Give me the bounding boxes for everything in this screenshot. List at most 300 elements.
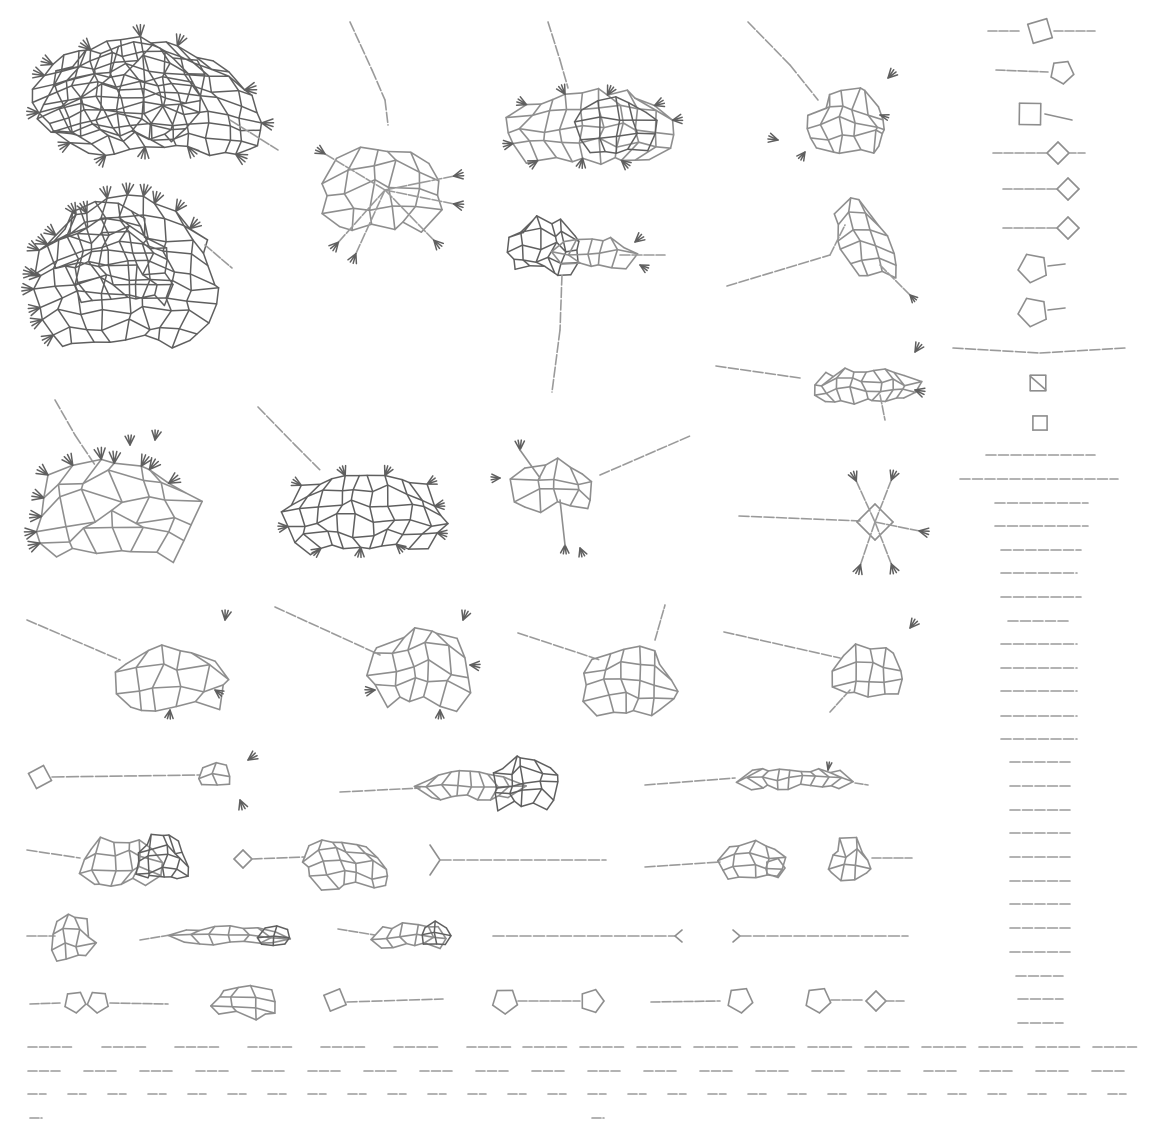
graph-edge <box>400 937 407 944</box>
graph-edge <box>87 1005 97 1014</box>
graph-edge <box>76 947 79 955</box>
graph-edge <box>66 81 68 100</box>
graph-edge <box>733 854 735 866</box>
graph-edge <box>865 785 868 786</box>
graph-edge <box>596 1001 604 1012</box>
graph-edge <box>171 877 177 879</box>
graph-edge <box>361 234 365 243</box>
graph-edge <box>101 294 102 310</box>
graph-edge <box>95 74 109 78</box>
graph-edge <box>733 936 740 942</box>
graph-edge <box>824 989 830 1003</box>
graph-edge <box>378 790 388 791</box>
graph-edge <box>854 399 868 404</box>
graph-edge <box>866 502 870 511</box>
graph-edge <box>748 22 755 29</box>
graph-edge <box>208 111 209 123</box>
graph-edge <box>520 450 540 478</box>
graph-edge <box>120 89 145 90</box>
graph-edge <box>395 678 415 686</box>
graph-edge <box>78 234 110 236</box>
graph-edge <box>856 471 857 481</box>
graph-edge <box>840 249 850 264</box>
graph-edge <box>55 285 75 286</box>
graph-edge <box>1015 352 1025 353</box>
graph-edge <box>978 349 988 350</box>
graph-edge <box>415 934 417 945</box>
graph-edge <box>1057 217 1068 228</box>
graph-edge <box>444 176 454 178</box>
graph-component-16 <box>724 618 919 712</box>
graph-edge <box>584 660 592 674</box>
graph-edge <box>108 470 143 480</box>
graph-edge <box>193 82 201 96</box>
graph-edge <box>1068 178 1079 189</box>
graph-edge <box>114 463 141 466</box>
graph-edge <box>299 509 305 527</box>
graph-edge <box>70 143 89 153</box>
graph-edge <box>195 702 219 710</box>
graph-edge <box>826 389 836 394</box>
graph-edge <box>763 272 773 275</box>
graph-edge <box>409 534 423 549</box>
graph-edge <box>441 797 452 800</box>
graph-edge <box>479 772 484 787</box>
graph-edge <box>108 463 114 470</box>
graph-edge <box>176 687 181 707</box>
graph-edge <box>52 943 65 950</box>
graph-edge <box>100 884 111 886</box>
graph-edge <box>78 234 84 251</box>
graph-edge <box>621 649 624 661</box>
graph-component-15 <box>518 605 678 716</box>
graph-edge <box>200 101 201 113</box>
graph-edge <box>407 944 415 946</box>
path-components <box>28 455 1137 1118</box>
graph-edge <box>728 990 731 1005</box>
graph-edge <box>810 776 815 785</box>
graph-edge <box>544 132 545 140</box>
graph-edge <box>582 474 591 482</box>
graph-edge <box>262 944 274 945</box>
graph-edge <box>583 126 605 128</box>
graph-edge <box>303 527 305 534</box>
graph-edge <box>844 864 855 865</box>
graph-edge <box>527 104 542 105</box>
graph-edge <box>777 769 779 780</box>
graph-edge <box>122 551 131 552</box>
graph-edge <box>723 870 728 879</box>
graph-edge <box>148 645 161 651</box>
graph-edge <box>256 1014 265 1020</box>
graph-edge <box>84 645 93 649</box>
graph-edge <box>150 328 160 330</box>
graph-edge <box>866 991 876 1001</box>
graph-edge <box>888 556 891 564</box>
graph-edge <box>830 91 841 95</box>
graph-edge <box>220 991 224 997</box>
graph-edge <box>102 319 130 330</box>
graph-edge <box>523 245 524 260</box>
graph-edge <box>342 500 351 505</box>
graph-edge <box>204 665 210 692</box>
graph-edge <box>295 543 311 555</box>
graph-edge <box>1044 302 1046 320</box>
graph-edge <box>190 254 191 274</box>
graph-edge <box>901 671 902 679</box>
graph-edge <box>544 141 562 143</box>
graph-edge <box>313 463 320 470</box>
graph-edge <box>400 697 409 702</box>
graph-edge <box>151 937 160 939</box>
graph-edge <box>449 645 452 674</box>
graph-edge <box>355 643 364 647</box>
graph-edge <box>494 773 513 775</box>
graph-edge <box>59 484 84 485</box>
graph-edge <box>97 1006 108 1013</box>
graph-edge <box>766 869 782 870</box>
graph-edge <box>275 425 282 432</box>
graph-edge <box>351 490 353 500</box>
graph-edge <box>581 93 583 110</box>
graph-edge <box>189 133 206 138</box>
graph-edge <box>126 319 130 340</box>
graph-edge <box>803 776 816 777</box>
graph-edge <box>854 123 855 136</box>
graph-edge <box>544 141 557 158</box>
graph-edge <box>116 691 139 694</box>
graph-edge <box>361 547 370 548</box>
graph-component-28 <box>493 930 682 942</box>
graph-edge <box>552 219 561 224</box>
graph-edge <box>866 371 873 373</box>
graph-edge <box>118 203 131 211</box>
graph-edge <box>841 88 860 91</box>
graph-edge <box>655 631 658 640</box>
graph-edge <box>70 327 87 330</box>
graph-edge <box>746 989 752 1003</box>
graph-edge <box>844 644 856 655</box>
graph-component-30 <box>30 992 168 1013</box>
graph-edge <box>639 142 656 147</box>
graph-edge <box>879 258 896 265</box>
graph-edge <box>590 482 591 501</box>
graph-edge <box>1018 314 1030 327</box>
graph-component-36 <box>988 19 1095 44</box>
graph-edge <box>81 489 122 502</box>
graph-edge <box>763 769 769 771</box>
graph-edge <box>562 142 580 143</box>
graph-edge <box>820 125 828 140</box>
graph-edge <box>655 133 673 135</box>
graph-edge <box>95 510 111 522</box>
graph-edge <box>600 241 604 253</box>
graph-edge <box>87 213 88 227</box>
graph-edge <box>75 917 87 919</box>
graph-edge <box>861 372 866 382</box>
graph-edge <box>438 195 443 209</box>
graph-edge <box>160 328 180 329</box>
graph-edge <box>1047 142 1058 153</box>
graph-edge <box>209 934 229 935</box>
graph-edge <box>478 787 485 800</box>
graph-edge <box>322 214 340 227</box>
graph-edge <box>160 92 163 105</box>
graph-edge <box>621 662 641 665</box>
graph-edge <box>830 106 843 107</box>
graph-edge <box>66 527 70 542</box>
graph-edge <box>873 369 885 371</box>
graph-edge <box>223 680 229 685</box>
graph-edge <box>420 189 438 196</box>
graph-edge <box>430 860 440 875</box>
graph-edge <box>393 944 407 948</box>
graph-edge <box>187 301 217 304</box>
graph-edge <box>612 250 618 268</box>
graph-edge <box>829 864 845 869</box>
graph-edge <box>801 776 803 785</box>
graph-edge <box>444 202 454 204</box>
graph-edge <box>400 934 417 937</box>
graph-edge <box>556 237 557 243</box>
graph-edge <box>584 673 586 685</box>
graph-edge <box>286 612 295 616</box>
graph-edge <box>139 840 140 856</box>
graph-edge <box>612 268 626 269</box>
graph-edge <box>310 876 322 890</box>
graph-edge <box>55 286 62 298</box>
graph-edge <box>151 42 166 43</box>
graph-edge <box>1048 264 1065 266</box>
graph-edge <box>87 330 102 331</box>
graph-edge <box>145 147 165 148</box>
graph-edge <box>898 679 902 694</box>
graph-edge <box>169 518 175 532</box>
graph-component-4 <box>503 22 683 170</box>
graph-edge <box>303 534 321 548</box>
graph-edge <box>200 96 208 112</box>
graph-edge <box>65 994 68 1007</box>
graph-edge <box>558 458 570 467</box>
graph-edge <box>209 934 214 945</box>
graph-edge <box>317 523 328 531</box>
graph-edge <box>807 115 808 128</box>
graph-edge <box>1053 352 1063 353</box>
graph-edge <box>675 936 682 942</box>
graph-edge <box>385 100 386 110</box>
graph-edge <box>854 681 856 692</box>
graph-edge <box>61 411 66 420</box>
graph-edge <box>884 682 885 694</box>
graph-edge <box>360 45 364 54</box>
graph-edge <box>343 476 346 491</box>
graph-edge <box>538 480 540 489</box>
graph-edge <box>92 136 109 144</box>
graph-edge <box>561 219 562 231</box>
graph-edge <box>899 527 909 529</box>
graph-edge <box>416 678 428 682</box>
graph-edge <box>81 310 103 315</box>
graph-edge <box>1102 349 1112 350</box>
graph-edge <box>175 852 182 853</box>
graph-edge <box>646 451 655 455</box>
graph-component-24 <box>829 838 913 881</box>
graph-edge <box>143 253 154 275</box>
graph-edge <box>624 646 640 649</box>
graph-edge <box>127 195 143 196</box>
graph-edge <box>107 195 127 198</box>
graph-edge <box>560 126 583 130</box>
graph-edge <box>60 497 66 527</box>
graph-edge <box>321 628 330 632</box>
graph-edge <box>832 681 856 687</box>
graph-edge <box>542 641 552 644</box>
graph-edge <box>790 770 801 771</box>
graph-edge <box>838 241 840 249</box>
graph-edge <box>62 291 77 298</box>
graph-edge <box>768 769 779 771</box>
graph-component-33 <box>493 990 604 1014</box>
graph-edge <box>584 670 606 673</box>
graph-component-22 <box>430 845 606 875</box>
graph-edge <box>579 143 582 158</box>
graph-edge <box>132 131 149 140</box>
graph-edge <box>671 135 674 149</box>
graph-edge <box>212 774 217 785</box>
graph-edge <box>349 931 358 932</box>
graph-edge <box>402 788 412 789</box>
graph-edge <box>409 195 419 197</box>
graph-edge <box>239 106 242 118</box>
graph-edge <box>655 106 665 107</box>
graph-edge <box>152 688 155 711</box>
graph-edge <box>815 776 829 777</box>
graph-edge <box>129 280 150 281</box>
graph-edge <box>843 106 852 110</box>
graph-edge <box>1058 142 1069 153</box>
graph-edge <box>408 650 414 667</box>
graph-edge <box>179 329 197 334</box>
graph-edge <box>799 262 809 265</box>
graph-edge <box>541 502 558 513</box>
graph-edge <box>403 520 411 535</box>
graph-edge <box>226 765 229 777</box>
graph-edge <box>96 82 98 97</box>
graph-edge <box>807 125 820 129</box>
graph-edge <box>87 49 101 53</box>
graph-edge <box>966 349 976 350</box>
graph-edge <box>854 136 861 150</box>
graph-edge <box>356 173 365 178</box>
graph-edge <box>70 528 84 542</box>
graph-edge <box>243 850 252 859</box>
graph-edge <box>338 929 347 930</box>
graph-edge <box>583 695 609 701</box>
graph-edge <box>63 929 80 930</box>
graph-edge <box>61 635 70 639</box>
graph-edge <box>81 489 95 522</box>
graph-edge <box>213 942 230 945</box>
graph-edge <box>457 693 471 712</box>
graph-edge <box>199 779 202 785</box>
graph-edge <box>370 506 388 507</box>
graph-edge <box>337 505 343 514</box>
graph-edge <box>251 986 256 998</box>
graph-edge <box>165 500 203 501</box>
graph-edge <box>457 786 458 796</box>
graph-edge <box>355 514 373 523</box>
graph-edge <box>113 284 135 285</box>
graph-edge <box>990 350 1000 351</box>
graph-edge <box>317 514 337 524</box>
graph-edge <box>1068 228 1079 239</box>
graph-edge <box>654 666 655 686</box>
graph-edge <box>151 834 163 835</box>
graph-edge <box>76 1004 86 1013</box>
graph-edge <box>70 542 73 548</box>
graph-edge <box>1018 270 1030 283</box>
graph-edge <box>811 138 829 140</box>
graph-edge <box>184 525 191 541</box>
graph-edge <box>836 389 840 401</box>
graph-edge <box>561 219 576 236</box>
graph-edge <box>616 97 620 121</box>
graph-edge <box>124 113 144 114</box>
graph-edge <box>515 266 530 270</box>
graph-edge <box>228 926 230 935</box>
graph-edge <box>507 245 522 252</box>
graph-edge <box>626 254 638 269</box>
graph-edge <box>78 955 85 956</box>
graph-edge <box>533 216 537 221</box>
graph-edge <box>521 803 533 807</box>
graph-edge <box>498 801 515 811</box>
graph-edge <box>733 865 756 867</box>
graph-edge <box>451 675 468 678</box>
graph-edge <box>256 998 275 1002</box>
graph-edge <box>110 340 125 342</box>
graph-edge <box>324 989 340 995</box>
graph-edge <box>157 552 173 562</box>
graph-edge <box>116 81 140 87</box>
graph-edge <box>115 672 116 694</box>
graph-component-41 <box>1003 217 1079 239</box>
graph-edge <box>1068 62 1074 75</box>
graph-edge <box>880 395 882 404</box>
graph-edge <box>251 986 272 990</box>
graph-edge <box>876 991 886 1001</box>
graph-edge <box>656 147 671 148</box>
graph-edge <box>265 926 277 928</box>
graph-edge <box>727 283 737 286</box>
graph-component-38 <box>1019 103 1072 125</box>
graph-edge <box>371 940 381 949</box>
graph-edge <box>65 1007 76 1013</box>
graph-edge <box>402 207 409 214</box>
graph-edge <box>514 502 525 507</box>
graph-edge <box>29 766 44 774</box>
graph-edge <box>150 248 167 249</box>
graph-edge <box>857 849 868 861</box>
graph-edge <box>540 489 541 513</box>
graph-edge <box>107 655 116 659</box>
graph-edge <box>903 288 909 294</box>
graph-edge <box>244 941 260 943</box>
graph-edge <box>212 774 230 777</box>
graph-edge <box>601 158 615 165</box>
graph-edge <box>177 670 181 686</box>
graph-edge <box>756 840 766 846</box>
